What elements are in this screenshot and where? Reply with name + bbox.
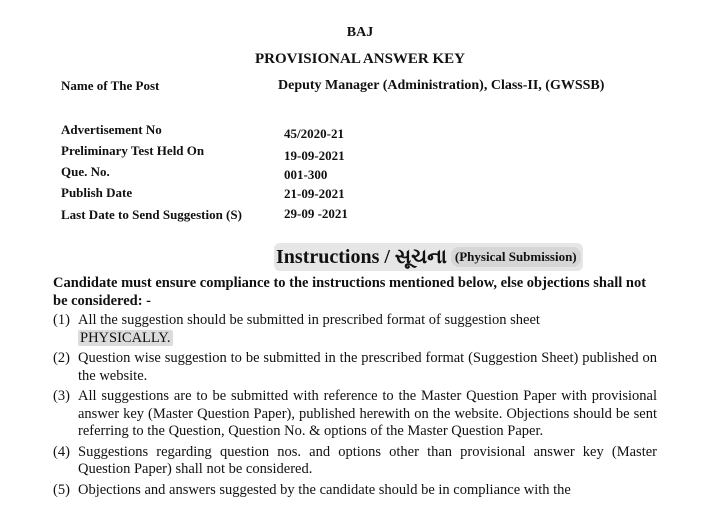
list-item-text — [78, 312, 657, 347]
instructions-heading — [274, 243, 583, 271]
list-item-number: (5) — [53, 481, 70, 498]
list-item-body: All the suggestion should be submitted in prescribed format of suggestion sheet — [78, 312, 540, 328]
list-item-text: Question wise suggestion to be submitted in the prescribed format (Suggestion Sheet) published on the website. — [78, 350, 657, 384]
page-title: PROVISIONAL ANSWER KEY — [254, 51, 466, 67]
list-item-number: (2) — [53, 350, 70, 366]
post-value: Deputy Manager (Administration), Class-II, (GWSSB) — [278, 78, 605, 93]
list-item-text: Suggestions regarding question nos. and options other than provisional answer key (Master Question Paper) shall not be considered. — [78, 443, 657, 477]
submission-mode-badge: (Physical Submission) — [451, 247, 581, 267]
detail-value-test-date: 19-09-2021 — [284, 148, 345, 163]
detail-label-question-no: Que. No. — [61, 164, 110, 179]
list-item — [53, 312, 657, 347]
highlight-physically: PHYSICALLY. — [80, 329, 171, 346]
instructions-title: Instructions / સૂચના — [276, 245, 447, 268]
list-item-text: All suggestions are to be submitted with reference to the Master Question Paper with provisional answer key (Master Question Paper), published herewith on the website. Objections should be sent referring to the Question, Question No. & options of the Master Question Paper. — [78, 388, 657, 439]
instructions-list — [53, 312, 657, 502]
detail-value-advertisement: 45/2020-21 — [284, 126, 344, 141]
list-item — [53, 388, 657, 441]
instructions-lead: Candidate must ensure compliance to the instructions mentioned below, else objections shall not be considered: - — [53, 275, 647, 309]
list-item-number: (1) — [53, 312, 70, 328]
list-item-number: (3) — [53, 388, 70, 404]
detail-label-test-date: Preliminary Test Held On — [61, 143, 205, 158]
detail-value-last-date: 29-09 -2021 — [284, 206, 348, 221]
post-label: Name of The Post — [61, 78, 160, 93]
list-item — [53, 444, 657, 479]
list-item-text: Objections and answers suggested by the candidate should be in compliance with the — [78, 481, 571, 498]
list-item — [53, 350, 657, 385]
detail-value-question-no: 001-300 — [284, 167, 328, 182]
list-item-number: (4) — [53, 443, 70, 460]
detail-label-publish-date: Publish Date — [61, 185, 133, 200]
detail-label-advertisement: Advertisement No — [61, 122, 162, 137]
org-name: BAJ — [346, 25, 374, 40]
detail-value-publish-date: 21-09-2021 — [284, 186, 345, 201]
list-item — [53, 482, 657, 500]
detail-label-last-date: Last Date to Send Suggestion (S) — [61, 207, 242, 222]
